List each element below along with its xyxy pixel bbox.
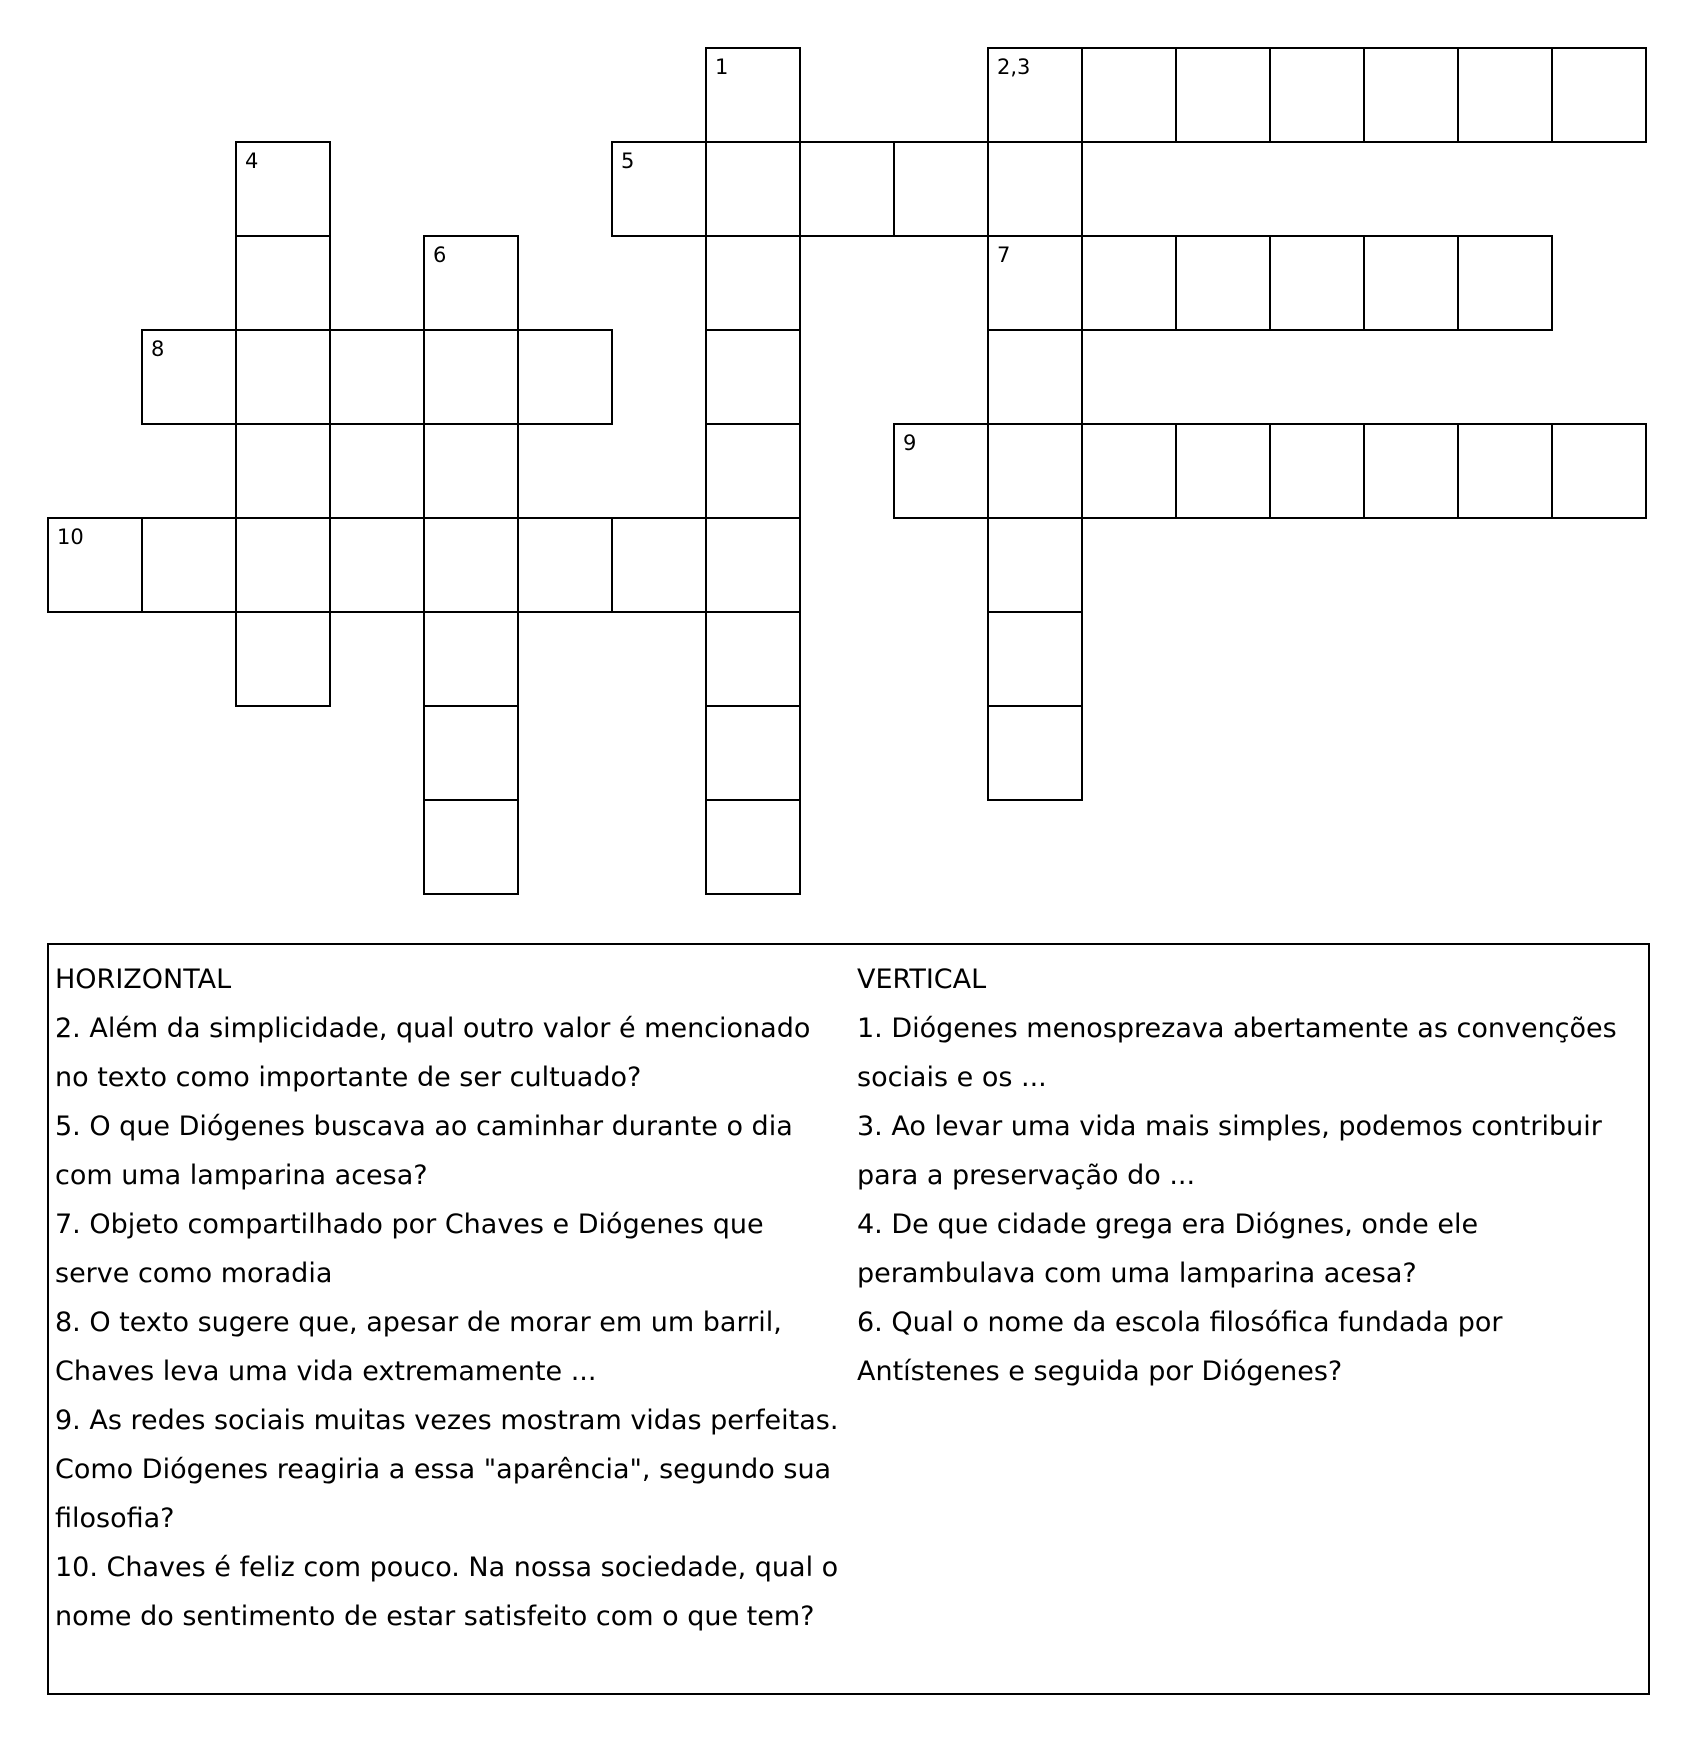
vertical-heading: VERTICAL — [857, 964, 987, 995]
grid-cell[interactable] — [1081, 47, 1177, 143]
grid-cell[interactable] — [1269, 47, 1365, 143]
grid-cell[interactable] — [517, 517, 613, 613]
clue-number: 8 — [151, 337, 165, 361]
grid-cell[interactable] — [1269, 235, 1365, 331]
clue-horizontal-2: 2. Além da simplicidade, qual outro valor é mencionado no texto como importante de ser cultuado? — [55, 1013, 811, 1093]
grid-cell[interactable] — [141, 329, 237, 425]
grid-cell[interactable] — [141, 517, 237, 613]
grid-cell[interactable] — [705, 799, 801, 895]
grid-cell[interactable] — [329, 329, 425, 425]
horizontal-clues-column — [55, 955, 845, 1641]
grid-cell[interactable] — [987, 423, 1083, 519]
clue-number: 2,3 — [997, 55, 1031, 79]
grid-cell[interactable] — [235, 517, 331, 613]
grid-cell[interactable] — [1551, 47, 1647, 143]
grid-cell[interactable] — [705, 141, 801, 237]
grid-cell[interactable] — [705, 705, 801, 801]
grid-cell[interactable] — [235, 423, 331, 519]
grid-cell[interactable] — [423, 235, 519, 331]
grid-cell[interactable] — [1081, 423, 1177, 519]
grid-cell[interactable] — [611, 517, 707, 613]
grid-cell[interactable] — [705, 611, 801, 707]
clue-horizontal-10: 10. Chaves é feliz com pouco. Na nossa sociedade, qual o nome do sentimento de estar satisfeito com o que tem? — [55, 1552, 839, 1632]
grid-cell[interactable] — [1175, 47, 1271, 143]
grid-cell[interactable] — [423, 423, 519, 519]
grid-cell[interactable] — [423, 517, 519, 613]
grid-cell[interactable] — [423, 329, 519, 425]
clue-vertical-6: 6. Qual o nome da escola filosófica fundada por Antístenes e seguida por Diógenes? — [857, 1307, 1503, 1387]
grid-cell[interactable] — [705, 423, 801, 519]
grid-cell[interactable] — [705, 517, 801, 613]
grid-cell[interactable] — [1457, 235, 1553, 331]
grid-cell[interactable] — [987, 705, 1083, 801]
grid-cell[interactable] — [987, 47, 1083, 143]
grid-cell[interactable] — [1551, 423, 1647, 519]
grid-cell[interactable] — [1457, 47, 1553, 143]
grid-cell[interactable] — [1363, 235, 1459, 331]
clue-number: 5 — [621, 149, 635, 173]
grid-cell[interactable] — [1269, 423, 1365, 519]
clue-number: 4 — [245, 149, 259, 173]
clue-horizontal-7: 7. Objeto compartilhado por Chaves e Diógenes que serve como moradia — [55, 1209, 764, 1289]
grid-cell[interactable] — [705, 329, 801, 425]
clue-vertical-4: 4. De que cidade grega era Diógnes, onde ele perambulava com uma lamparina acesa? — [857, 1209, 1479, 1289]
grid-cell[interactable] — [329, 517, 425, 613]
horizontal-heading: HORIZONTAL — [55, 964, 232, 995]
grid-cell[interactable] — [893, 141, 989, 237]
grid-cell[interactable] — [987, 141, 1083, 237]
grid-cell[interactable] — [423, 705, 519, 801]
clue-number: 6 — [433, 243, 447, 267]
grid-cell[interactable] — [423, 611, 519, 707]
grid-cell[interactable] — [705, 235, 801, 331]
grid-cell[interactable] — [1081, 235, 1177, 331]
clue-horizontal-5: 5. O que Diógenes buscava ao caminhar durante o dia com uma lamparina acesa? — [55, 1111, 793, 1191]
clue-vertical-3: 3. Ao levar uma vida mais simples, podemos contribuir para a preservação do ... — [857, 1111, 1602, 1191]
grid-cell[interactable] — [893, 423, 989, 519]
grid-cell[interactable] — [1457, 423, 1553, 519]
clue-vertical-1: 1. Diógenes menosprezava abertamente as convenções sociais e os ... — [857, 1013, 1617, 1093]
grid-cell[interactable] — [1175, 423, 1271, 519]
clue-number: 1 — [715, 55, 729, 79]
clue-horizontal-9: 9. As redes sociais muitas vezes mostram vidas perfeitas. Como Diógenes reagiria a essa "aparência", segundo sua filosofia? — [55, 1405, 839, 1534]
grid-cell[interactable] — [47, 517, 143, 613]
grid-cell[interactable] — [705, 47, 801, 143]
grid-cell[interactable] — [423, 799, 519, 895]
grid-cell[interactable] — [235, 235, 331, 331]
grid-cell[interactable] — [1363, 423, 1459, 519]
vertical-clues-column — [857, 955, 1647, 1396]
grid-cell[interactable] — [1175, 235, 1271, 331]
grid-cell[interactable] — [235, 141, 331, 237]
grid-cell[interactable] — [517, 329, 613, 425]
grid-cell[interactable] — [799, 141, 895, 237]
grid-cell[interactable] — [987, 611, 1083, 707]
grid-cell[interactable] — [235, 611, 331, 707]
clue-number: 10 — [57, 525, 84, 549]
clues-panel — [47, 943, 1650, 1695]
grid-cell[interactable] — [987, 517, 1083, 613]
clue-number: 7 — [997, 243, 1011, 267]
grid-cell[interactable] — [1363, 47, 1459, 143]
grid-cell[interactable] — [611, 141, 707, 237]
clue-number: 9 — [903, 431, 917, 455]
clue-horizontal-8: 8. O texto sugere que, apesar de morar em um barril, Chaves leva uma vida extremamente ... — [55, 1307, 782, 1387]
grid-cell[interactable] — [235, 329, 331, 425]
grid-cell[interactable] — [987, 329, 1083, 425]
grid-cell[interactable] — [987, 235, 1083, 331]
